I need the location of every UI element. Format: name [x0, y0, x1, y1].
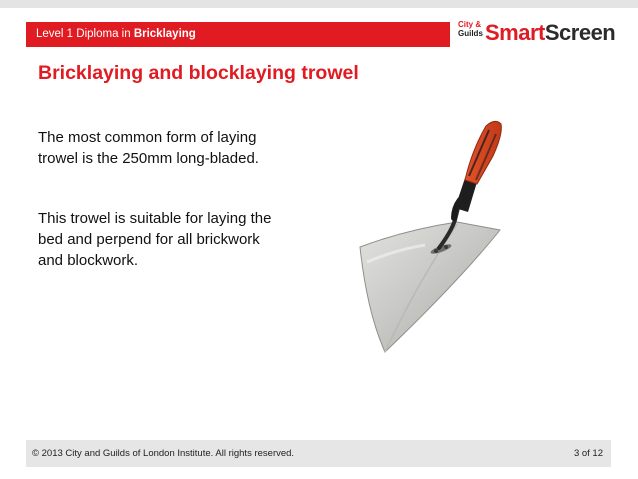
smartscreen-wordmark — [485, 20, 615, 46]
logo-org-line2: Guilds — [458, 29, 483, 38]
body-paragraph-1: The most common form of laying trowel is the 250mm long-bladed. — [38, 129, 259, 167]
slide-title: Bricklaying and blocklaying trowel — [38, 62, 359, 84]
course-prefix: Level 1 Diploma in — [36, 28, 131, 40]
logo-org-line1: City & — [458, 20, 482, 29]
city-guilds-smartscreen-logo — [458, 18, 616, 50]
course-subject: Bricklaying — [133, 28, 196, 40]
logo-screen: Screen — [544, 20, 616, 45]
body-paragraph-2: This trowel is suitable for laying the bed and perpend for all brickwork and blockwork. — [38, 210, 272, 269]
brick-trowel-icon — [355, 112, 525, 362]
copyright-text: © 2013 City and Guilds of London Institute. All rights reserved. — [32, 448, 295, 459]
footer-bar — [26, 440, 611, 467]
city-guilds-mark — [458, 20, 484, 38]
course-title — [36, 22, 196, 47]
page-number: 3 of 12 — [573, 448, 603, 459]
course-bar — [26, 22, 450, 47]
top-band — [0, 0, 638, 8]
logo-smart: Smart — [485, 20, 545, 45]
